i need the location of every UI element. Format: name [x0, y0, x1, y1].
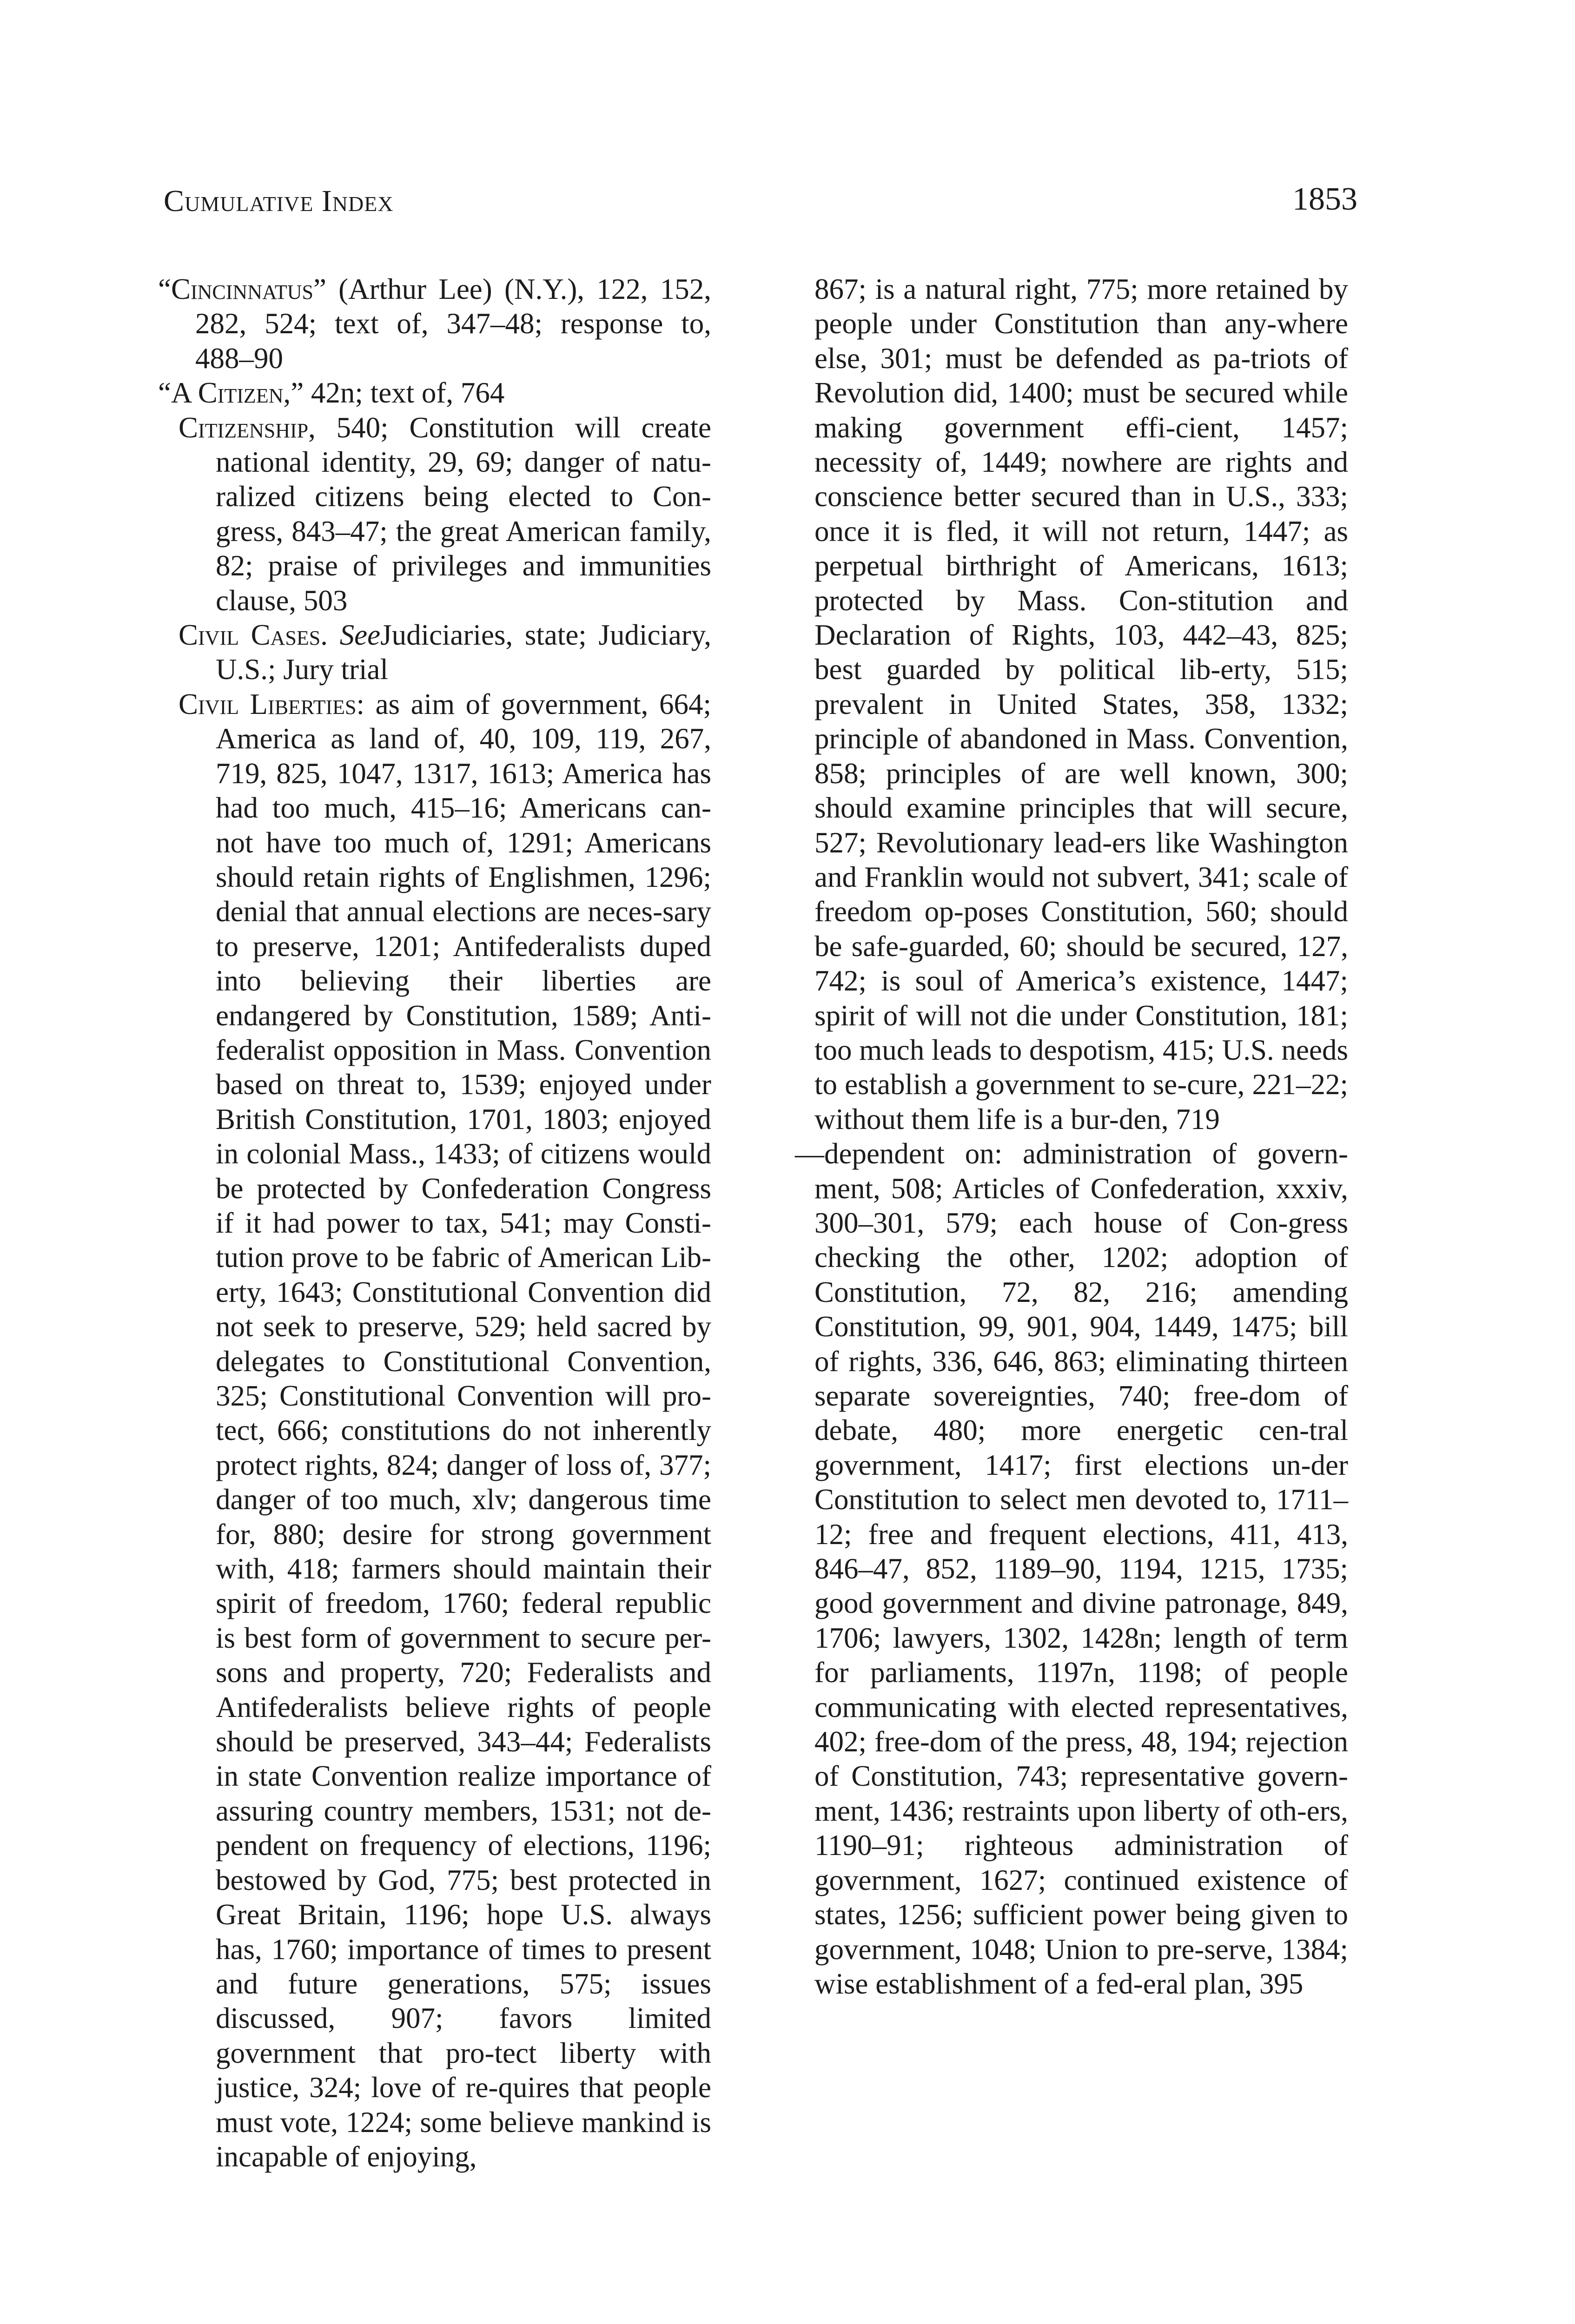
entry-heading: Cincinnatus — [171, 273, 313, 305]
entry-text: : as aim of government, 664; America as land of, 40, 109, 119, 267, 719, 825, 1047, 1317, 1613; America has had too much, 415–16; Americans can-not have too much of, 1291; Americans should retain rights of Englishmen, 1296; denial that annual elections are neces-sary to preserve, 1201; Antifederalists duped into believing their liberties are endangered by Constitution, 1589; Anti-federalist opposition in Mass. Convention based on threat to, 1539; enjoyed under British Constitution, 1701, 1803; enjoyed in colonial Mass., 1433; of citizens would be protected by Confederation Congress if it had power to tax, 541; may Consti-tution prove to be fabric of American Lib-erty, 1643; Constitutional Convention did not seek to preserve, 529; held sacred by delegates to Constitutional Convention, 325; Constitutional Convention will pro-tect, 666; constitutions do not inherently protect rights, 824; danger of loss of, 377; danger of too much, xlv; dangerous time for, 880; desire for strong government with, 418; farmers should maintain their spirit of freedom, 1760; federal republic is best form of government to secure per-sons and property, 720; Federalists and Antifederalists believe rights of people should be preserved, 343–44; Federalists in state Convention realize importance of assuring country members, 1531; not de-pendent on frequency of elections, 1196; bestowed by God, 775; best protected in Great Britain, 1196; hope U.S. always has, 1760; importance of times to present and future generations, 575; issues discussed, 907; favors limited government that pro-tect liberty with justice, 324; love of re-quires that people must vote, 1224; some believe mankind is incapable of enjoying, — [216, 687, 711, 2173]
index-entry-citizenship — [158, 410, 711, 618]
index-subentry-dependent-on: —dependent on: administration of govern-ment, 508; Articles of Confederation, xxxiv, 300–301, 579; each house of Con-gress checking the other, 1202; adoption of Constitution, 72, 82, 216; amending Constitution, 99, 901, 904, 1449, 1475; bill of rights, 336, 646, 863; eliminating thirteen separate sovereignties, 740; free-dom of debate, 480; more energetic cen-tral government, 1417; first elections un-der Constitution to select men devoted to, 1711–12; free and frequent elections, 411, 413, 846–47, 852, 1189–90, 1194, 1215, 1735; good government and divine patronage, 849, 1706; lawyers, 1302, 1428n; length of term for parliaments, 1197n, 1198; of people communicating with elected representatives, 402; free-dom of the press, 48, 194; rejection of Constitution, 743; representative govern-ment, 1436; restraints upon liberty of oth-ers, 1190–91; righteous administration of government, 1627; continued existence of states, 1256; sufficient power being given to government, 1048; Union to pre-serve, 1384; wise establishment of a fed-eral plan, 395 — [795, 1137, 1348, 2000]
page-number: 1853 — [1292, 181, 1357, 217]
entry-text: Judiciaries, state; Judiciary, U.S.; Jury trial — [216, 619, 712, 686]
index-entry-civil-liberties — [158, 687, 711, 2174]
entry-text: ” (Arthur Lee) (N.Y.), 122, 152, 282, 524; text of, 347–48; response to, 488–90 — [195, 273, 711, 375]
entry-text: , 540; Constitution will create national identity, 29, 69; danger of natu-ralized citizens being elected to Con-gress, 843–47; the great American family, 82; praise of privileges and immunities clause, 503 — [216, 411, 711, 617]
entry-heading: Citizen — [198, 376, 284, 409]
running-head: Cumulative Index — [164, 184, 394, 218]
page-header — [164, 181, 1357, 225]
index-entry-continuation: 867; is a natural right, 775; more retained by people under Constitution than any-where else, 301; must be defended as pa-triots of Revolution did, 1400; must be secured while making government effi-cient, 1457; necessity of, 1449; nowhere are rights and conscience better secured than in U.S., 333; once it is fled, it will not return, 1447; as perpetual birthright of Americans, 1613; protected by Mass. Con-stitution and Declaration of Rights, 103, 442–43, 825; best guarded by political lib-erty, 515; prevalent in United States, 358, 1332; principle of abandoned in Mass. Convention, 858; principles of are well known, 300; should examine principles that will secure, 527; Revolutionary lead-ers like Washington and Franklin would not subvert, 341; scale of freedom op-poses Constitution, 560; should be safe-guarded, 60; should be secured, 127, 742; is soul of America’s existence, 1447; spirit of will not die under Constitution, 181; too much leads to despotism, 415; U.S. needs to establish a government to se-cure, 221–22; without them life is a bur-den, 719 — [814, 273, 1348, 1136]
entry-heading: Citizenship — [179, 411, 309, 444]
see-reference: See — [339, 619, 381, 652]
entry-heading: Civil Cases — [179, 619, 321, 652]
left-column — [158, 272, 711, 2174]
right-column — [795, 272, 1348, 2001]
index-entry-a-citizen — [158, 376, 711, 410]
entry-lead: “A — [158, 376, 198, 409]
index-entry-cincinnatus — [158, 272, 711, 376]
entry-text: ,” 42n; text of, 764 — [283, 376, 505, 409]
entry-separator: . — [320, 619, 340, 652]
index-entry-civil-cases — [158, 618, 711, 687]
entry-heading: Civil Liberties — [179, 687, 357, 720]
entry-lead: “ — [158, 273, 171, 305]
